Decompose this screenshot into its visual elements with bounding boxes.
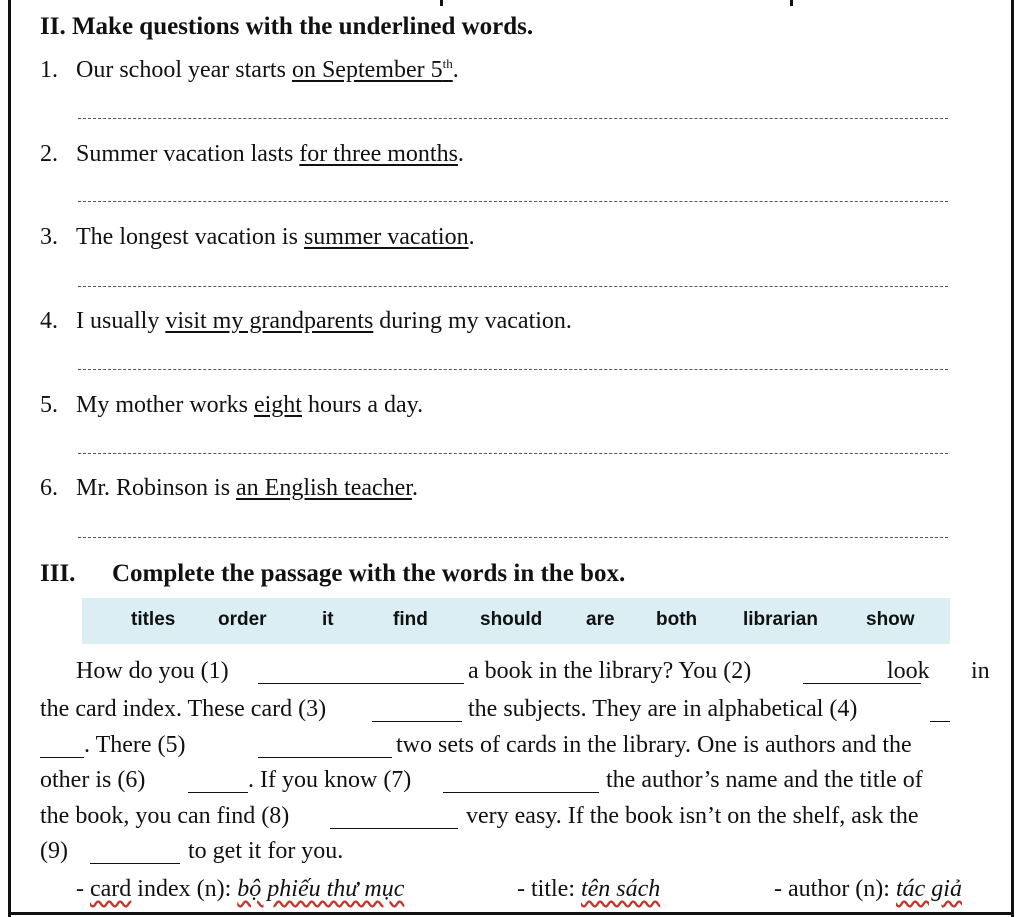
item-number: 1. bbox=[40, 57, 58, 83]
blank-4-continued[interactable] bbox=[40, 756, 84, 758]
page-border-bottom bbox=[8, 912, 1014, 915]
question-5: My mother works eight hours a day. bbox=[76, 392, 424, 418]
item-number: 3. bbox=[40, 224, 58, 250]
question-2: Summer vacation lasts for three months. bbox=[76, 141, 464, 167]
word-box-item: should bbox=[480, 609, 543, 630]
word-box-item: find bbox=[393, 609, 428, 630]
top-edge-mark bbox=[790, 0, 793, 6]
word-box-item: both bbox=[656, 609, 698, 630]
blank-3[interactable] bbox=[372, 720, 462, 722]
page-border-left bbox=[8, 0, 11, 917]
blank-4[interactable] bbox=[930, 720, 950, 722]
page-border-right bbox=[1011, 0, 1014, 917]
word-box-item: it bbox=[322, 609, 334, 630]
top-edge-mark bbox=[440, 0, 443, 6]
vocab-note-author: - author (n): tác giả bbox=[774, 876, 962, 902]
section-2-title: II. Make questions with the underlined words. bbox=[40, 13, 534, 40]
question-4: I usually visit my grandparents during my vacation. bbox=[76, 308, 572, 334]
blank-5[interactable] bbox=[258, 756, 392, 758]
blank-6[interactable] bbox=[188, 791, 248, 793]
word-box-item: show bbox=[866, 609, 915, 630]
answer-line-3[interactable] bbox=[78, 286, 948, 287]
answer-line-4[interactable] bbox=[78, 369, 948, 370]
blank-1[interactable] bbox=[258, 682, 464, 684]
vocab-note-title: - title: tên sách bbox=[517, 876, 661, 902]
answer-line-6[interactable] bbox=[78, 537, 948, 538]
question-6: Mr. Robinson is an English teacher. bbox=[76, 475, 418, 501]
question-3: The longest vacation is summer vacation. bbox=[76, 224, 475, 250]
word-box-item: librarian bbox=[743, 609, 818, 630]
word-box-item: titles bbox=[131, 609, 176, 630]
word-box-item: are bbox=[586, 609, 615, 630]
section-3-numeral: III. bbox=[40, 560, 76, 587]
word-box-item: order bbox=[218, 609, 267, 630]
blank-8[interactable] bbox=[330, 827, 458, 829]
item-number: 6. bbox=[40, 475, 58, 501]
item-number: 2. bbox=[40, 141, 58, 167]
question-1: Our school year starts on September 5th. bbox=[76, 56, 459, 83]
blank-7[interactable] bbox=[443, 791, 599, 793]
answer-line-2[interactable] bbox=[78, 201, 948, 202]
vocab-note-card-index: - card index (n): bộ phiếu thư mục bbox=[76, 876, 405, 902]
answer-line-1[interactable] bbox=[78, 118, 948, 119]
section-3-title: Complete the passage with the words in the box. bbox=[112, 560, 626, 587]
blank-9[interactable] bbox=[90, 862, 180, 864]
item-number: 4. bbox=[40, 308, 58, 334]
item-number: 5. bbox=[40, 392, 58, 418]
answer-line-5[interactable] bbox=[78, 453, 948, 454]
